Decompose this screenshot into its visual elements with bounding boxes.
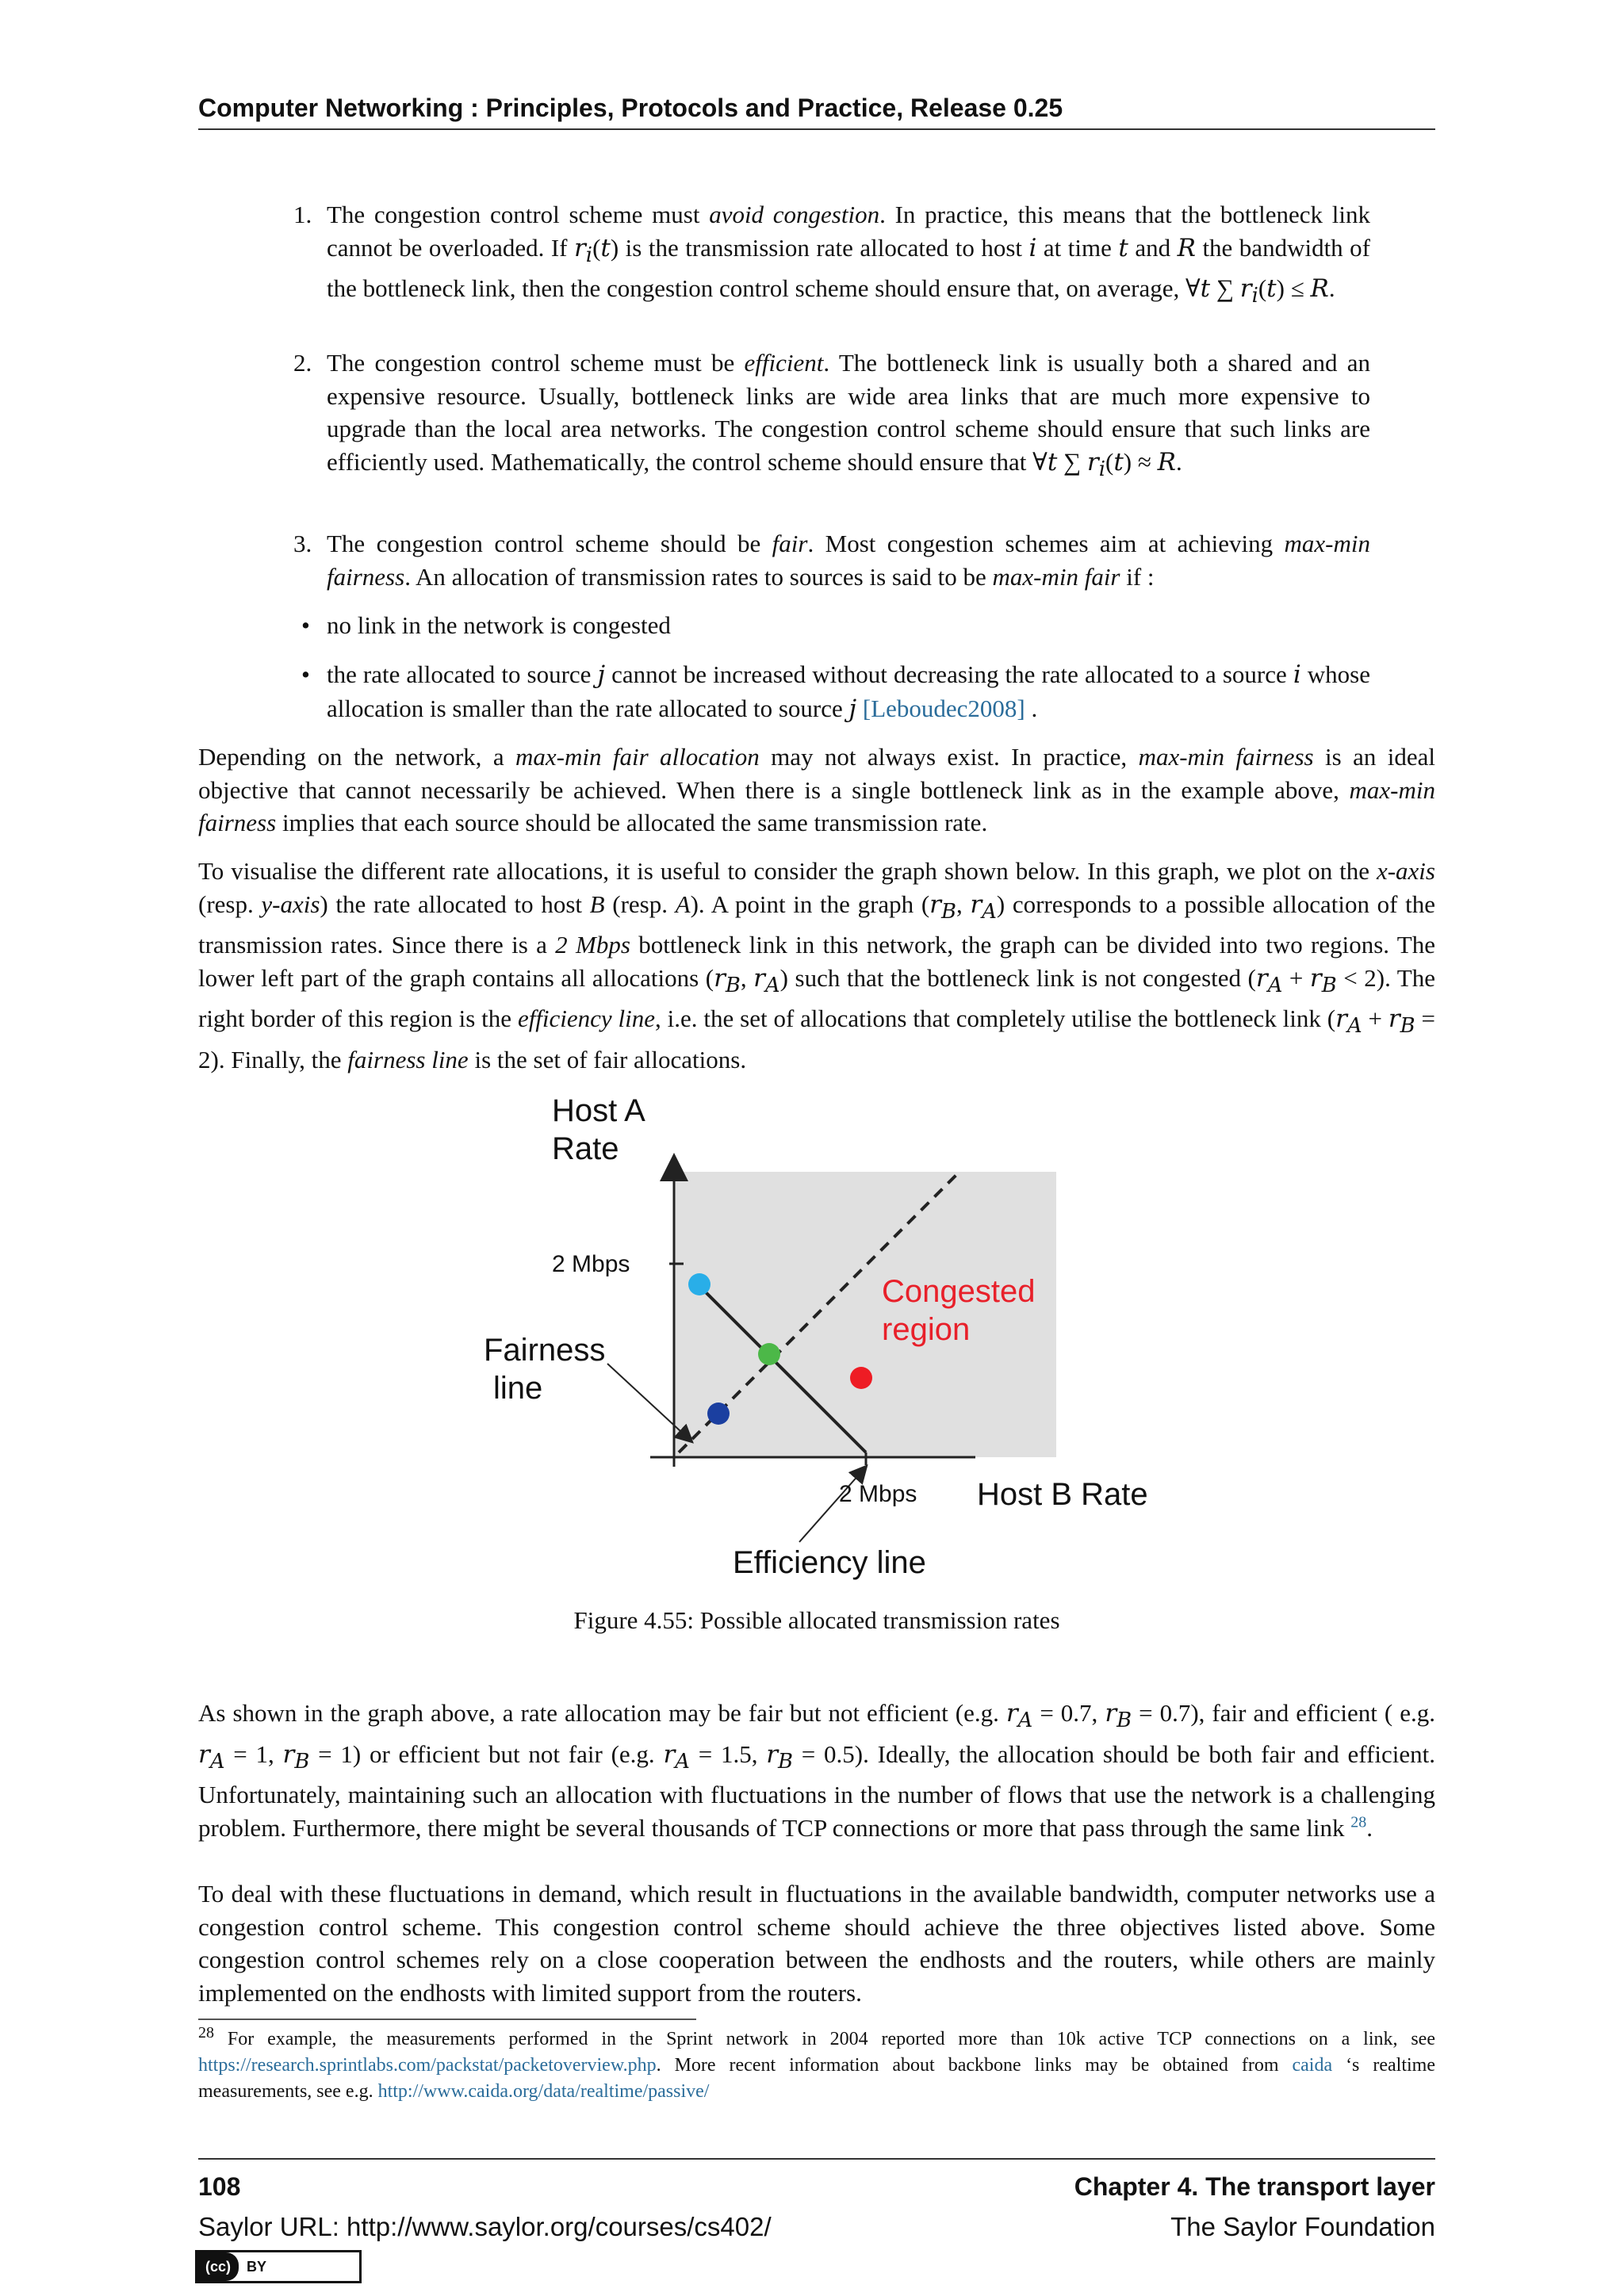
list-item-efficient: The congestion control scheme must be efficient. The bottleneck link is usually both a shared and an expensive resource. Usually, bottleneck links are wide area links that are much more expensive to upgrade than the local area networks. The congestion control scheme should ensure that such links are efficiently used. Mathematically, the control scheme should ensure that ∀t ∑ $r_i(t) \approx R$. xyxy=(327,349,1371,481)
list-number: 2. xyxy=(293,349,312,377)
efficiency-label: Efficiency line xyxy=(733,1545,926,1580)
paragraph-visualise: To visualise the different rate allocations, it is useful to consider the graph shown below. In this graph, we plot on the x-axis (resp. y-axis) the rate allocated to host B (resp. A). A point in the graph ($r_B$, $r_A$) corresponds to a possible allocation of the transmission rates. Since there is a 2 Mbps bottleneck link in this network, the graph can be divided into two regions. The lower left part of the graph contains all allocations ($r_B$, $r_A$) such that the bottleneck link is not congested $(r_A + r_B < 2)$. The right border of this region is the efficiency line, i.e. the set of allocations that completely utilise the bottleneck link $(r_A + r_B = 2)$. Finally, the fairness line is the set of fair allocations. xyxy=(198,857,1436,1074)
bullet-dot: • xyxy=(301,611,310,639)
y-tick-label: 2 Mbps xyxy=(552,1251,630,1277)
congested-label-line2: region xyxy=(882,1312,971,1347)
x-tick-label: 2 Mbps xyxy=(839,1481,917,1507)
running-header: Computer Networking : Principles, Protocols and Practice, Release 0.25 xyxy=(198,94,1063,122)
by-icon: BY xyxy=(247,2258,267,2275)
y-axis-label-line1: Host A xyxy=(552,1093,645,1128)
page-number: 108 xyxy=(198,2172,241,2201)
x-axis-label: Host B Rate xyxy=(977,1477,1148,1512)
list-item-fair: The congestion control scheme should be fair. Most congestion schemes aim at achieving max-min fairness. An allocation of transmission rates to sources is said to be max-min fair if : xyxy=(327,530,1370,591)
list-number: 3. xyxy=(293,530,312,557)
fairness-label-line1: Fairness xyxy=(484,1333,606,1368)
point-fair-inefficient xyxy=(707,1402,730,1425)
paragraph-fluctuations: To deal with these fluctuations in demand, which result in fluctuations in the available bandwidth, computer networks use a congestion control scheme. This congestion control scheme should achieve the three objectives listed above. Some congestion control schemes rely on a close cooperation between the endhosts and the routers, while others are mainly implemented on the endhosts with limited support from the routers. xyxy=(198,1880,1435,2007)
list-item-avoid-congestion: The congestion control scheme must avoid congestion. In practice, this means that the bottleneck link cannot be overloaded. If $r_i(t)$ is the transmission rate allocated to host i at time t and R the bandwidth of the bottleneck link, then the congestion control scheme should ensure that, on average, ∀t ∑ $r_i(t) \le R$. xyxy=(327,201,1370,308)
paragraph-maxmin: Depending on the network, a max-min fair allocation may not always exist. In practice, max-min fairness is an ideal objective that cannot necessarily be achieved. When there is a single bottleneck link as in the example above, max-min fairness implies that each source should be allocated the same transmission rate. xyxy=(198,743,1435,836)
footnote-28: $^{28}$ For example, the measurements performed in the Sprint network in 2004 reported more than 10k active TCP connections on a link, see https://research.sprintlabs.com/packstat/packetoverview.php. More recent information about backbone links may be obtained from caida ‘s realtime measurements, see e.g. http://www.caida.org/data/realtime/passive/ xyxy=(198,2024,1435,2102)
congested-region xyxy=(674,1172,1056,1457)
congested-label-line1: Congested xyxy=(882,1274,1036,1309)
cc-by-badge xyxy=(195,2250,362,2283)
y-axis-label-line2: Rate xyxy=(552,1131,619,1166)
bullet-item-rate-allocation: the rate allocated to source j cannot be increased without decreasing the rate allocated to a source i whose allocation is smaller than the rate allocated to source j [Leboudec2008] . xyxy=(327,660,1370,723)
paragraph-fair-efficient: As shown in the graph above, a rate allocation may be fair but not efficient (e.g. $r_A = 0.7$, $r_B = 0.7$), fair and efficient ( e.g. $r_A = 1$, $r_B = 1$) or efficient but not fair (e.g. $r_A = 1.5$, $r_B = 0.5$). Ideally, the allocation should be both fair and efficient. Unfortunately, maintaining such an allocation with fluctuations in the number of flows that use the network is a challenging problem. Furthermore, there might be several thousands of TCP connections or more that pass through the same link $^{28}$. xyxy=(198,1699,1435,1842)
point-fair-efficient xyxy=(758,1343,780,1365)
list-number: 1. xyxy=(293,201,312,228)
point-efficient-unfair xyxy=(688,1273,710,1295)
bullet-dot: • xyxy=(301,660,310,688)
saylor-url: Saylor URL: http://www.saylor.org/courses/cs402/ xyxy=(198,2212,772,2241)
saylor-foundation: The Saylor Foundation xyxy=(1170,2212,1435,2241)
fairness-label-line2: line xyxy=(493,1371,543,1406)
footnote-rule xyxy=(198,2019,696,2020)
bullet-item-no-congestion: no link in the network is congested xyxy=(327,611,671,639)
cc-icon: (cc) xyxy=(197,2252,239,2281)
header-rule xyxy=(198,128,1435,130)
figure-rate-allocation xyxy=(484,1086,1182,1594)
chapter-title: Chapter 4. The transport layer xyxy=(1074,2172,1435,2201)
footer-rule xyxy=(198,2158,1435,2160)
point-congested xyxy=(850,1367,872,1389)
figure-caption: Figure 4.55: Possible allocated transmission rates xyxy=(573,1606,1060,1634)
